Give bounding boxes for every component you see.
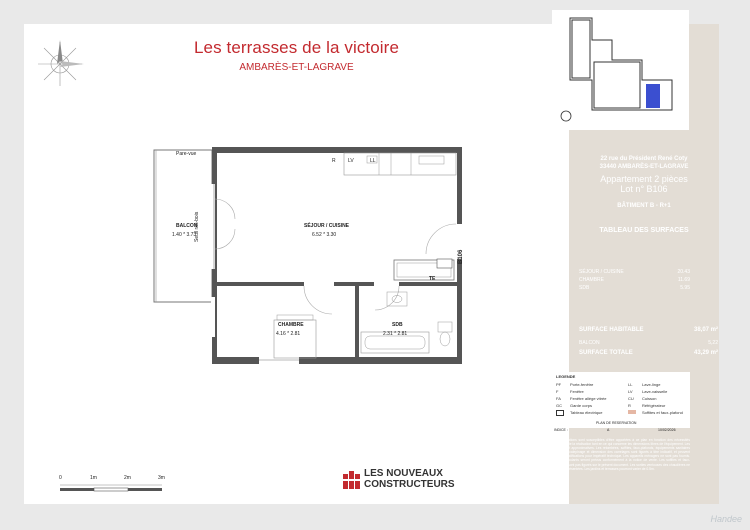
apartment-type: Appartement 2 pièces <box>600 174 688 184</box>
balcon-row-label: BALCON <box>579 340 600 346</box>
surface-row-label: SDB <box>579 285 590 291</box>
soffit-icon <box>628 410 636 414</box>
legend-code: PF <box>556 382 562 387</box>
project-city: AMBARÈS-ET-LAGRAVE <box>239 62 354 73</box>
legend-text: Tableau électrique <box>570 410 603 415</box>
sejour-label: SÉJOUR / CUISINE <box>304 223 350 229</box>
table-title: TABLEAU DES SURFACES <box>599 227 689 234</box>
watermark: Handee <box>710 514 742 524</box>
address-line-1: 22 rue du Président René Coty <box>600 156 688 162</box>
lot-number: Lot n° B106 <box>620 184 668 194</box>
balcon-row-value: 5,22 <box>708 340 718 346</box>
sejour-dims: 6.52 * 3.30 <box>312 232 337 238</box>
legend-code: FA <box>556 396 561 401</box>
balcon-dims: 1.40 * 3.73 <box>172 232 197 238</box>
surface-row-label: SÉJOUR / CUISINE <box>579 269 624 275</box>
legend-code: LV <box>628 389 633 394</box>
balcon-label: BALCON <box>176 223 198 229</box>
pare-vue-label: Pare-vue <box>176 151 197 157</box>
surface-row-value: 5.95 <box>680 285 690 291</box>
brand-line-1: LES NOUVEAUX <box>364 468 443 479</box>
sdb-dims: 2.31 * 2.81 <box>383 331 408 337</box>
key-plan <box>552 10 689 130</box>
legend-text: Réfrigérateur <box>642 403 666 408</box>
legend-text: Lave-linge <box>642 382 661 387</box>
surface-habitable-label: SURFACE HABITABLE <box>579 327 644 333</box>
surface-habitable-value: 38,07 m² <box>693 327 718 333</box>
brand-line-2: CONSTRUCTEURS <box>364 479 455 490</box>
surface-totale-value: 43,29 m² <box>693 350 718 356</box>
chambre-label: CHAMBRE <box>278 322 304 328</box>
legend-text: Fenêtre allège vitrée <box>570 396 607 401</box>
chambre-dims: 4.16 * 2.81 <box>276 331 301 337</box>
reservation-date: 10/02/2026 <box>658 428 676 432</box>
legend-text: Lave-vaisselle <box>642 389 668 394</box>
legend-code: CU <box>628 396 634 401</box>
scale-0: 0 <box>59 475 62 481</box>
building-label: BÂTIMENT B - R+1 <box>617 203 671 209</box>
kitchen-ll: LL <box>370 158 376 164</box>
indice-label: INDICE : <box>554 428 568 432</box>
legend <box>550 372 690 428</box>
legend-text: Soffites et faux-plafond <box>642 410 683 415</box>
legend-text: Porte-fenêtre <box>570 382 594 387</box>
legend-text: Garde corps <box>570 403 593 408</box>
scale-2m: 2m <box>124 475 131 481</box>
brand-name <box>364 468 455 490</box>
indice-value: A <box>607 428 610 432</box>
scale-3m: 3m <box>158 475 165 481</box>
kitchen-lv: LV <box>348 158 354 164</box>
sdb-label: SDB <box>392 322 403 328</box>
surface-row-label: CHAMBRE <box>579 277 605 283</box>
kitchen-r: R <box>332 158 336 164</box>
key-plan-drawing <box>552 10 689 130</box>
legend-code: R <box>628 403 631 408</box>
legend-title: LEGENDE <box>556 374 576 379</box>
disclaimer-notes: Des modifications sont susceptibles d'être apportées à ce plan en fonction des nécessités techniques, de la réalisation tant en ce qui concerne les dimensions libres de l'équipement. Les surfaces sont approximatives. Les retombées, soffites, faux-plafonds, équipements sanitaires ainsi que le calepinage et dimension des carrelages sont figurés à titre indicatif, et peuvent subir des modifications pour impératif technique. Les appareils ménagers ne sont pas fournis. Les volets roulants seront prévus conformément à la notice de vente. Les soffites et faux-plafonds ne sont pas figurés sur le présent document. Les sorties ventouses des chaudières ne sont pas représentées. Les jardins et terrasses pourront varier de 0.5m. <box>550 438 690 471</box>
legend-text: Fenêtre <box>570 389 584 394</box>
door-code: B106 <box>458 249 464 264</box>
electric-panel-icon <box>556 410 564 416</box>
legend-text: Cuisson <box>642 396 657 401</box>
te-label: TE <box>429 276 436 282</box>
legend-code: F <box>556 389 559 394</box>
legend-code: GC <box>556 403 562 408</box>
project-title: Les terrasses de la victoire <box>194 38 399 57</box>
seuil-label: Seuil ras-bois <box>194 211 200 242</box>
floor-plan <box>149 139 474 384</box>
scale-bar <box>60 482 172 496</box>
plan-area <box>24 24 569 504</box>
legend-code: LL <box>628 382 633 387</box>
brand-logo-icon <box>342 470 362 490</box>
surface-totale-label: SURFACE TOTALE <box>579 350 633 356</box>
reservation-title: PLAN DE RESERVATION <box>596 421 637 425</box>
surface-row-value: 11.69 <box>677 277 690 283</box>
surface-row-value: 20.43 <box>677 269 690 275</box>
address-line-2: 33440 AMBARÈS-ET-LAGRAVE <box>599 164 689 170</box>
scale-1m: 1m <box>90 475 97 481</box>
compass-rose-icon <box>32 32 88 92</box>
